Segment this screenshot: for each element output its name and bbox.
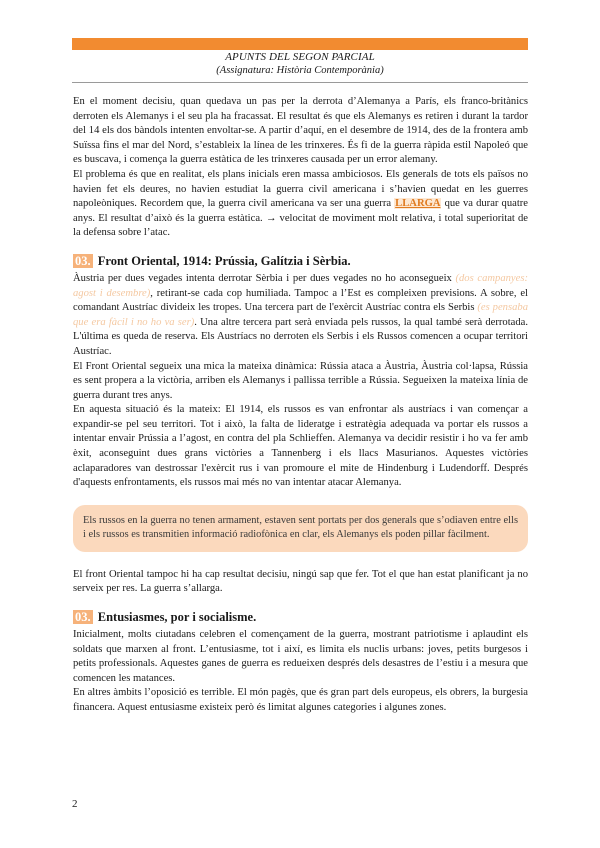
header-accent-bar [72, 38, 528, 50]
section-heading-front-oriental [73, 253, 528, 270]
section-number-badge: 03. [75, 253, 91, 268]
section1-paragraph-2: El Front Oriental segueix una mica la mateixa dinàmica: Rússia ataca a Àustria, Àustria col·lapsa, Rússia es sent propera a la victòria, arriben els Alemanys i pallissa terrible a Rússia. Segueixen la mateixa línia de guerra durant tres anys. [73, 360, 528, 401]
header-subtitle: (Assignatura: Història Contemporània) [216, 65, 384, 76]
section2-paragraph-2: En altres àmbits l’oposició es terrible. El món pagès, que és gran part dels europeus, els obrers, la burgesia financera. Aquest entusiasme existeix però és limitat algunes categories i algunes zones. [73, 687, 528, 713]
faded-note: (es pensaba que era fàcil i no ho va ser) [73, 302, 528, 328]
s1-p1-text-c: . Una altre tercera part serà enviada pels russos, la qual també serà derrotada. L'última es queda de reserva. Els Austríacs no derroten els Serbis i els Russos comencen a ocupar territori Austríac. [73, 316, 528, 357]
section1-paragraph-4: El front Oriental tampoc hi ha cap resultat decisiu, ningú sap que fer. Tot el que han estat planificant ja no serveix per res. La guerra s’allarga. [73, 568, 528, 595]
page-number: 2 [72, 798, 78, 810]
intro-p2-text-a: El problema és que en realitat, els plans inicials eren massa ambiciosos. Els generals de tots els països no havien fet els deures, no havien estudiat la guerra civil americana i s’havien quedat en les guerres napoleòniques. Recordem que, la guerra civil americana va ser una guerra [73, 168, 528, 210]
intro-paragraph-1: En el moment decisiu, quan quedava un pas per la derrota d’Alemanya a París, els franco-britànics derroten els Alemanys i el seu pla ha fracassat. El resultat és que els Alemanys es retiren i durant la tardor del 14 els dos bàndols intenten envoltar-se. A partir d’aquí, en el desembre de 1914, des de la frontera amb Suïssa fins el mar del Nord, s’estableix la línea de les trinxeres. És fi de la guerra ràpida estil Napoleó que es buscava, i comença la guerra estàtica de les trinxeres causada per un error alemany. [73, 96, 528, 166]
faded-note: (dos campanyes: agost i desembre) [73, 272, 528, 299]
section-number-badge: 03. [75, 610, 91, 625]
section-title: Entusiasmes, por i socialisme. [94, 610, 257, 625]
section1-paragraph-1 [73, 272, 528, 360]
section2-paragraph-1: Inicialment, molts ciutadans celebren el començament de la guerra, mostrant patriotisme i aplaudint els soldats que marxen al front. L’entusiasme, tot i així, es limita els nuclis urbans: joves, petits burgesos i petits professionals. Aquestes ganes de guerra es redueixen després dels desastres de l’estiu i a mesura que comencen les matances. [73, 629, 528, 684]
header-title: APUNTS DEL SEGON PARCIAL [225, 51, 375, 63]
highlighted-word: LLARGA [395, 198, 441, 210]
s1-p1-text-b: , retirant-se cada cop humiliada. Tampoc a l’Est es compleixen previsions. A sobre, el comandant Austríac divideix les tropes. Una tercera part de l'exèrcit Austríac contra els Serbis [73, 287, 528, 314]
callout-text: Els russos en la guerra no tenen armament, estaven sent portats per dos generals que s’odiaven entre ells i els russos es transmitien informació radiofònica en clar, els Alemanys els poden pillar fàcilment. [83, 514, 518, 541]
section-heading-entusiasmes [73, 609, 528, 626]
section-title: Front Oriental, 1914: Prússia, Galítzia i Sèrbia. [94, 253, 351, 268]
header-divider [72, 82, 528, 83]
callout-box [73, 505, 528, 552]
intro-paragraph-2 [73, 168, 528, 241]
section1-paragraph-3: En aquesta situació és la mateix: El 1914, els russos es van enfrontar als austríacs i van començar a expandir-se pel seu territori. Tot i això, la falta de lideratge i estratègia adequada va portar els russos a intentar envair Prússia a l’agost, en contra del pla Schlieffen. Alemanya va decidir resistir i ho va fer amb èxit, aconseguint dues grans victòries a Tannenberg i els llacs Masurianos. Aquestes victòries aclaparadores van destrossar l'exèrcit rus i van promoure el mite de Hindenburg i Ludendorff. Després d'aquests enfrontaments, els russos mai més no van intentar atacar Alemanya. [73, 404, 528, 489]
s1-p1-text-a: Àustria per dues vegades intenta derrotar Sèrbia i per dues vegades no ho aconsegueix [73, 272, 456, 284]
intro-p2-text-b: que va durar quatre anys. El resultat d’això és la guerra estàtica. → velocitat de moviment molt relativa, i total superioritat de la defensa sobre l’atac. [73, 198, 528, 239]
document-body [73, 95, 528, 716]
page-header [72, 51, 528, 77]
